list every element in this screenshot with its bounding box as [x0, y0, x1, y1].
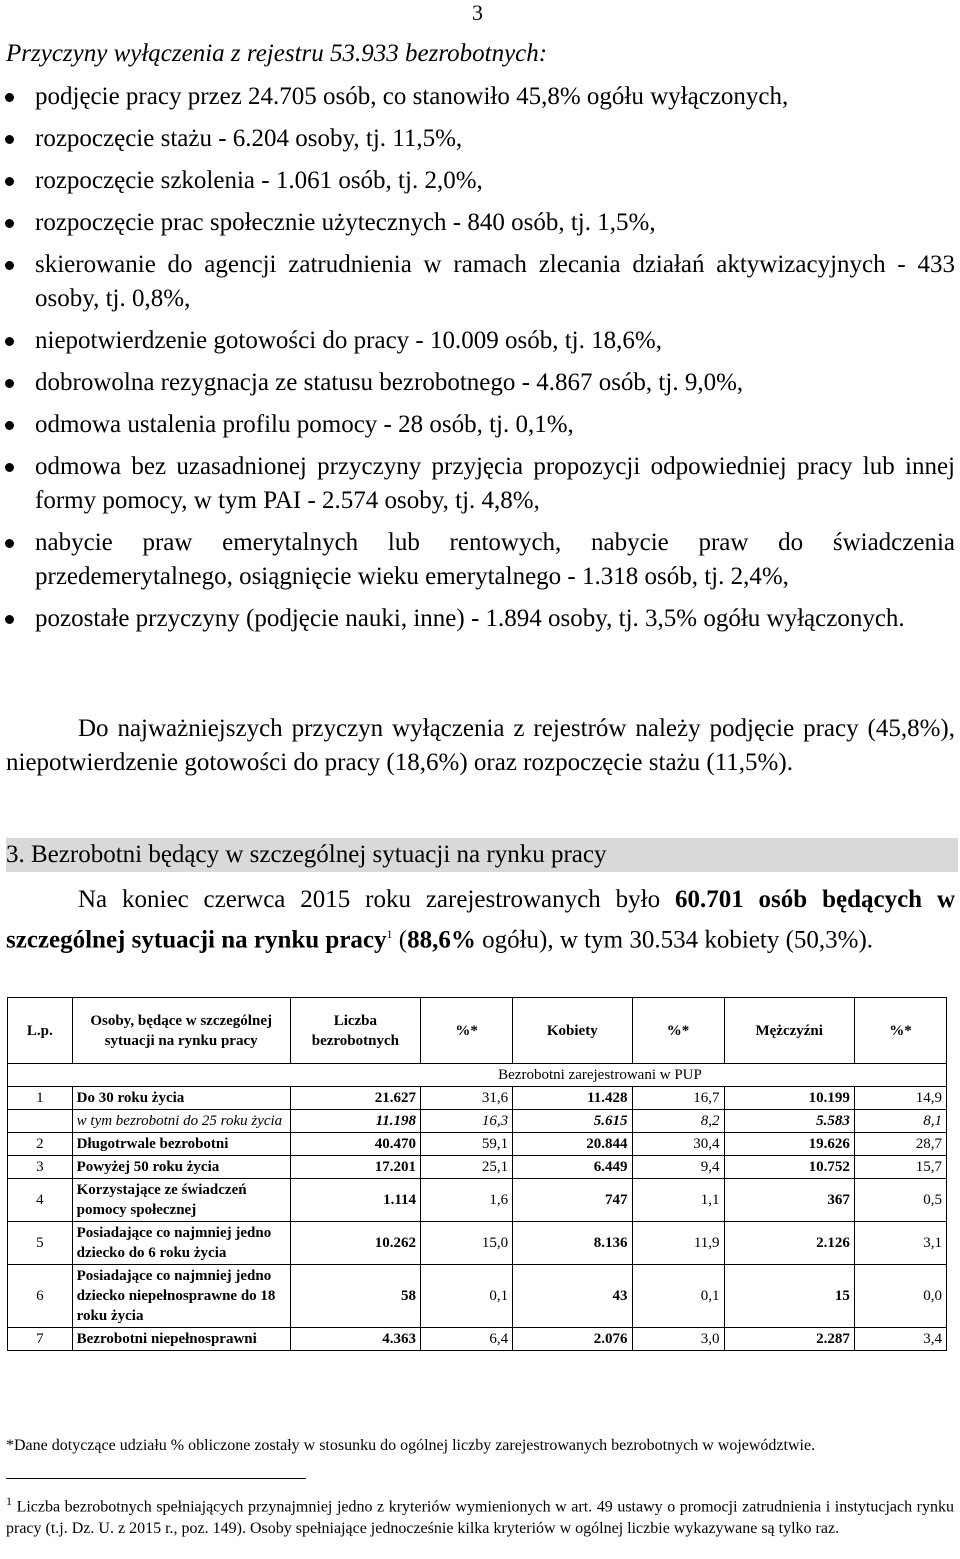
table-row: 6 Posiadające co najmniej jedno dziecko niepełnosprawne do 18 roku życia 58 0,1 43 0,1 15 0,0 — [8, 1265, 947, 1328]
list-item: skierowanie do agencji zatrudnienia w ramach zlecania działań aktywizacyjnych - 433 osoby, tj. 0,8%, — [0, 248, 955, 316]
table-row: 3 Powyżej 50 roku życia 17.201 25,1 6.449 9,4 10.752 15,7 — [8, 1156, 947, 1179]
bullet-icon — [5, 337, 14, 346]
header-men: Mężczyźni — [724, 998, 854, 1064]
footnote: $^1$ Liczba bezrobotnych spełniających przynajmniej jedno z kryteriów wymienionych w art. 49 ustawy o promocji zatrudnienia i instytucjach rynku pracy (t.j. Dz. U. z 2015 r., poz. 149). Osoby spełniające jednocześnie kilka kryteriów w ogólnej liczbie wykazywane są tylko raz. — [6, 1494, 954, 1538]
bullet-icon — [5, 379, 14, 388]
table-note: *Dane dotyczące udziału % obliczone zostały w stosunku do ogólnej liczby zarejestrowanych bezrobotnych w województwie. — [6, 1437, 816, 1454]
table-row: 5 Posiadające co najmniej jedno dziecko do 6 roku życia 10.262 15,0 8.136 11,9 2.126 3,1 — [8, 1222, 947, 1265]
bullet-icon — [5, 615, 14, 624]
bullet-icon — [5, 421, 14, 430]
list-item: rozpoczęcie stażu - 6.204 osoby, tj. 11,5%, — [0, 122, 955, 156]
bullet-icon — [5, 93, 14, 102]
bullet-icon — [5, 135, 14, 144]
page-number: 3 — [472, 0, 483, 25]
bullet-icon — [5, 463, 14, 472]
list-item: rozpoczęcie szkolenia - 1.061 osób, tj. 2,0%, — [0, 164, 955, 198]
footnote-ref: 1 — [386, 927, 393, 941]
section-paragraph: Na koniec czerwca 2015 roku zarejestrowanych było 60.701 osób będących w szczególnej sytuacji na rynku pracy$^1$ (88,6% ogółu), w tym 30.534 kobiety (50,3%). — [6, 886, 955, 954]
reasons-heading: Przyczyny wyłączenia z rejestru 53.933 bezrobotnych: — [6, 40, 548, 67]
table-row: w tym bezrobotni do 25 roku życia 11.198 16,3 5.615 8,2 5.583 8,1 — [8, 1110, 947, 1133]
footnote-divider — [6, 1478, 306, 1479]
list-item: pozostałe przyczyny (podjęcie nauki, inne) - 1.894 osoby, tj. 3,5% ogółu wyłączonych. — [0, 602, 955, 636]
bullet-icon — [5, 219, 14, 228]
table-row: 7 Bezrobotni niepełnosprawni 4.363 6,4 2.076 3,0 2.287 3,4 — [8, 1328, 947, 1351]
footnote-marker: 1 — [6, 1494, 12, 1508]
header-pct: %* — [632, 998, 724, 1064]
header-count: Liczba bezrobotnych — [290, 998, 420, 1064]
list-item: nabycie praw emerytalnych lub rentowych, nabycie praw do świadczenia przedemerytalnego, osiągnięcie wieku emerytalnego - 1.318 osób, tj. 2,4%, — [0, 526, 955, 594]
table-row: 2 Długotrwale bezrobotni 40.470 59,1 20.844 30,4 19.626 28,7 — [8, 1133, 947, 1156]
bullet-icon — [5, 261, 14, 270]
header-pct: %* — [421, 998, 513, 1064]
header-women: Kobiety — [513, 998, 632, 1064]
list-item: niepotwierdzenie gotowości do pracy - 10.009 osób, tj. 18,6%, — [0, 324, 955, 358]
header-pct: %* — [854, 998, 946, 1064]
bullet-icon — [5, 539, 14, 548]
summary-paragraph: Do najważniejszych przyczyn wyłączenia z rejestrów należy podjęcie pracy (45,8%), niepotwierdzenie gotowości do pracy (18,6%) oraz rozpoczęcie stażu (11,5%). — [6, 715, 955, 776]
list-item: rozpoczęcie prac społecznie użytecznych - 840 osób, tj. 1,5%, — [0, 206, 955, 240]
list-item: podjęcie pracy przez 24.705 osób, co stanowiło 45,8% ogółu wyłączonych, — [0, 80, 955, 114]
list-item: dobrowolna rezygnacja ze statusu bezrobotnego - 4.867 osób, tj. 9,0%, — [0, 366, 955, 400]
table-subheader: Bezrobotni zarejestrowani w PUP — [8, 1064, 947, 1087]
list-item: odmowa ustalenia profilu pomocy - 28 osób, tj. 0,1%, — [0, 408, 955, 442]
header-category: Osoby, będące w szczególnej sytuacji na rynku pracy — [72, 998, 290, 1064]
reasons-list — [0, 80, 955, 644]
header-lp: L.p. — [8, 998, 73, 1064]
list-item: odmowa bez uzasadnionej przyczyny przyjęcia propozycji odpowiedniej pracy lub innej formy pomocy, w tym PAI - 2.574 osoby, tj. 4,8%, — [0, 450, 955, 518]
special-situation-table — [7, 997, 947, 1351]
table-row: 1 Do 30 roku życia 21.627 31,6 11.428 16,7 10.199 14,9 — [8, 1087, 947, 1110]
section-heading: 3. Bezrobotni będący w szczególnej sytuacji na rynku pracy — [6, 838, 958, 872]
bullet-icon — [5, 177, 14, 186]
table-row: 4 Korzystające ze świadczeń pomocy społecznej 1.114 1,6 747 1,1 367 0,5 — [8, 1179, 947, 1222]
